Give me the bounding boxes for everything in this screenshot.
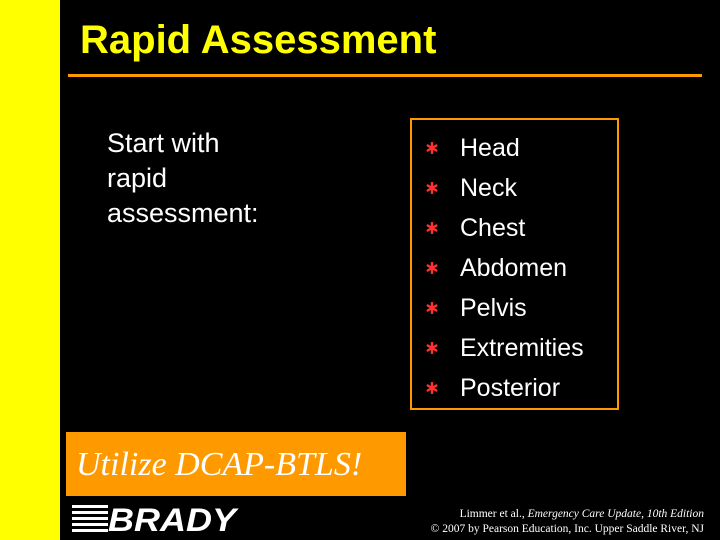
list-item [410, 288, 584, 328]
list-item-label: Chest [460, 214, 526, 242]
list-item [410, 328, 584, 368]
asterisk-icon [426, 302, 438, 314]
brady-logo [72, 503, 240, 533]
list-item-label: Extremities [460, 334, 584, 362]
svg-text:BRADY: BRADY [108, 503, 239, 533]
citation-authors: Limmer et al., [459, 508, 525, 520]
asterisk-icon [426, 142, 438, 154]
left-accent-bar [0, 0, 60, 540]
intro-text [107, 126, 327, 231]
title-underline [68, 74, 702, 77]
list-item-label: Neck [460, 174, 517, 202]
asterisk-icon [426, 182, 438, 194]
callout-text: Utilize DCAP-BTLS! [76, 446, 363, 483]
list-item-label: Head [460, 134, 520, 162]
list-item [410, 368, 584, 408]
callout-box [66, 432, 406, 496]
asterisk-icon [426, 222, 438, 234]
list-item-label: Pelvis [460, 294, 527, 322]
list-item-label: Abdomen [460, 254, 568, 282]
list-item [410, 248, 584, 288]
citation-book: Emergency Care Update, 10th Edition [527, 508, 704, 520]
intro-line: Start with [107, 128, 220, 158]
list-item [410, 168, 584, 208]
body-regions-list [410, 128, 584, 408]
intro-line: rapid [107, 163, 168, 193]
list-item-label: Posterior [460, 374, 561, 402]
asterisk-icon [426, 382, 438, 394]
asterisk-icon [426, 342, 438, 354]
list-item [410, 208, 584, 248]
citation-line-1 [431, 507, 704, 522]
intro-line: assessment: [107, 198, 259, 228]
citation-copyright: © 2007 by Pearson Education, Inc. Upper Saddle River, NJ [430, 523, 704, 535]
citation [431, 507, 704, 537]
slide-title: Rapid Assessment [80, 18, 437, 62]
list-item [410, 128, 584, 168]
asterisk-icon [426, 262, 438, 274]
